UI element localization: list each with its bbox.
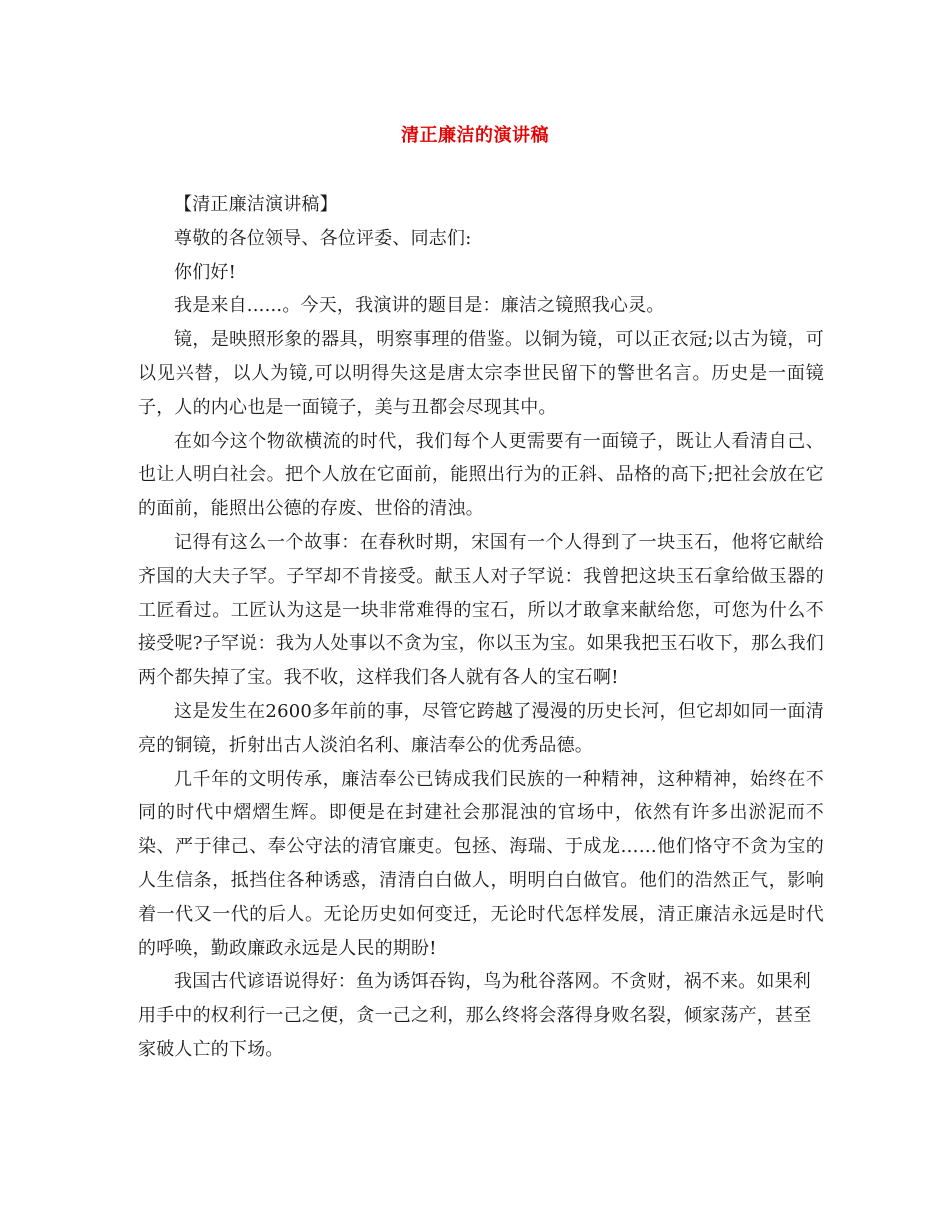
paragraph-intro: 我是来自......。今天，我演讲的题目是：廉洁之镜照我心灵。 (174, 295, 665, 317)
paragraph-tradition: 几千年的文明传承，廉洁奉公已铸成我们民族的一种精神，这种精神，始终在不同的时代中熠熠生辉。即便是在封建社会那混浊的官场中，依然有许多出淤泥而不染、严于律己、奉公守法的清官廉吏。包拯、海瑞、于成龙……他们恪守不贪为宝的人生信条，抵挡住各种诱惑，清清白白做人，明明白白做官。他们的浩然正气，影响着一代又一代的后人。无论历史如何变迁，无论时代怎样发展，清正廉洁永远是时代的呼唤，勤政廉政永远是人民的期盼! (138, 768, 824, 959)
paragraph-proverb: 我国古代谚语说得好：鱼为诱饵吞钩，鸟为秕谷落网。不贪财，祸不来。如果利用手中的权利行一己之便，贪一己之利，那么终将会落得身败名裂，倾家荡产，甚至家破人亡的下场。 (138, 971, 812, 1060)
paragraph-salutation: 尊敬的各位领导、各位评委、同志们: (174, 227, 472, 249)
paragraph-subheading: 【清正廉洁演讲稿】 (174, 194, 338, 215)
document-body (138, 188, 824, 1067)
paragraph-era: 在如今这个物欲横流的时代，我们每个人更需要有一面镜子，既让人看清自己、也让人明白社会。把个人放在它面前，能照出行为的正斜、品格的高下;把社会放在它的面前，能照出公德的存废、世俗的清浊。 (138, 430, 824, 520)
paragraph-mirror: 镜，是映照形象的器具，明察事理的借鉴。以铜为镜，可以正衣冠;以古为镜，可以见兴替，以人为镜,可以明得失这是唐太宗李世民留下的警世名言。历史是一面镜子，人的内心也是一面镜子，美与丑都会尽现其中。 (138, 329, 824, 418)
paragraph-story: 记得有这么一个故事：在春秋时期，宋国有一个人得到了一块玉石，他将它献给齐国的大夫子罕。子罕却不肯接受。献玉人对子罕说：我曾把这块玉石拿给做玉器的工匠看过。工匠认为这是一块非常难得的宝石，所以才敢拿来献给您，可您为什么不接受呢?子罕说：我为人处事以不贪为宝，你以玉为宝。如果我把玉石收下，那么我们两个都失掉了宝。我不收，这样我们各人就有各人的宝石啊! (138, 531, 824, 689)
paragraph-greeting: 你们好! (174, 261, 237, 283)
paragraph-history: 这是发生在2600多年前的事，尽管它跨越了漫漫的历史长河，但它却如同一面清亮的铜镜，折射出古人淡泊名利、廉洁奉公的优秀品德。 (138, 700, 824, 756)
document-title: 清正廉洁的演讲稿 (401, 125, 549, 146)
